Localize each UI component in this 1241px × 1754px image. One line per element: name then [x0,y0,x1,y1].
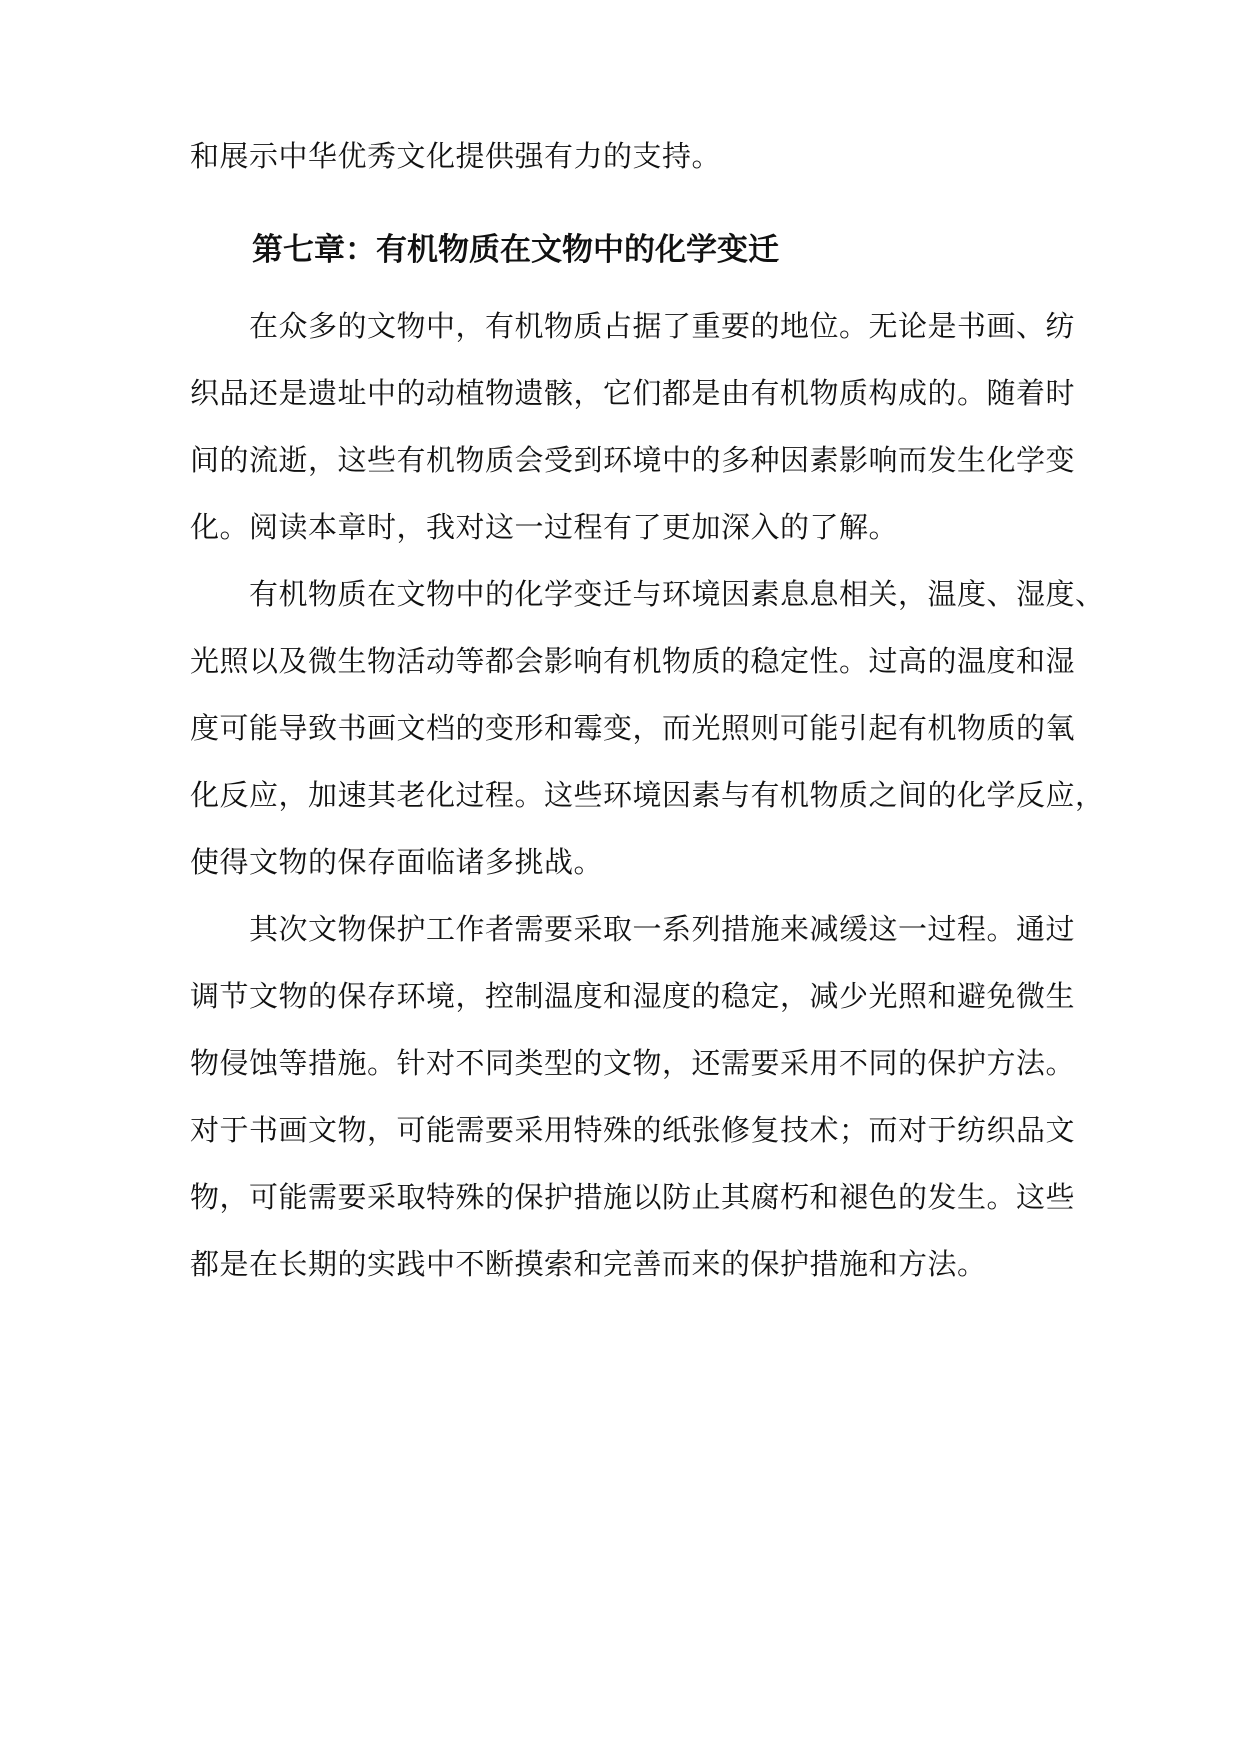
paragraph-line: 化反应，加速其老化过程。这些环境因素与有机物质之间的化学反应， [190,778,1105,812]
intro-line: 和展示中华优秀文化提供强有力的支持。 [190,139,722,173]
paragraph-line: 有机物质在文物中的化学变迁与环境因素息息相关，温度、湿度、 [190,577,1105,611]
paragraph-line: 织品还是遗址中的动植物遗骸，它们都是由有机物质构成的。随着时 [190,376,1076,410]
chapter-title: 第七章：有机物质在文物中的化学变迁 [252,232,779,268]
paragraph-line: 物侵蚀等措施。针对不同类型的文物，还需要采用不同的保护方法。 [190,1046,1076,1080]
paragraph-line: 间的流逝，这些有机物质会受到环境中的多种因素影响而发生化学变 [190,443,1076,477]
paragraph-line: 对于书画文物，可能需要采用特殊的纸张修复技术；而对于纺织品文 [190,1113,1076,1147]
paragraph-line: 光照以及微生物活动等都会影响有机物质的稳定性。过高的温度和湿 [190,644,1076,678]
paragraph-line: 化。阅读本章时，我对这一过程有了更加深入的了解。 [190,510,899,544]
paragraph-line: 调节文物的保存环境，控制温度和湿度的稳定，减少光照和避免微生 [190,979,1076,1013]
paragraph-line: 度可能导致书画文档的变形和霉变，而光照则可能引起有机物质的氧 [190,711,1076,745]
paragraph-line: 在众多的文物中，有机物质占据了重要的地位。无论是书画、纺 [190,309,1076,343]
paragraph-line: 物，可能需要采取特殊的保护措施以防止其腐朽和褪色的发生。这些 [190,1180,1076,1214]
paragraph-line: 都是在长期的实践中不断摸索和完善而来的保护措施和方法。 [190,1247,987,1281]
paragraph-line: 使得文物的保存面临诸多挑战。 [190,845,604,879]
paragraph-line: 其次文物保护工作者需要采取一系列措施来减缓这一过程。通过 [190,912,1076,946]
